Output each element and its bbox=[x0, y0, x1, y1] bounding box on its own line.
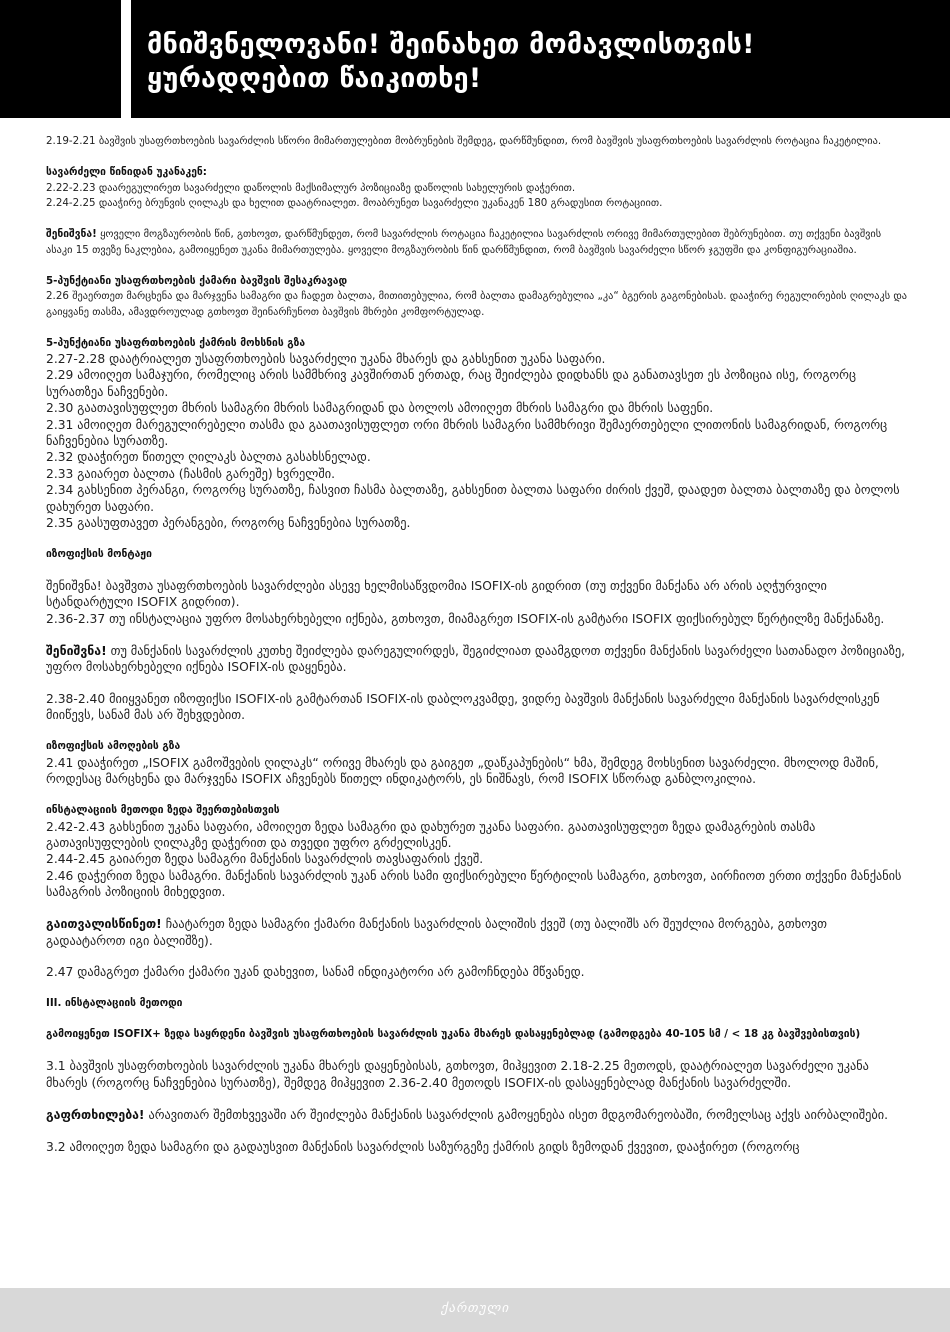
instruction-line: 2.22-2.23 დაარეგულირეთ სავარძელი დაწოლის მაქსიმალურ პოზიციაზე დაწოლის სახელურის დაჭერით. bbox=[46, 181, 576, 194]
page-title-line-2: ყურადღებით წაიკითხე! bbox=[147, 63, 482, 94]
instruction-line: 2.42-2.43 გახსენით უკანა საფარი, ამოიღეთ ზედა სამაგრი და დახურეთ უკანა საფარი. გაათავისუფლეთ ზედა დამაგრების თასმა გათავისუფლების ღილაკზე დაჭერით და თვედი უფრო გრძელისკენ. bbox=[46, 819, 816, 851]
section-isofix bbox=[46, 547, 908, 724]
instruction-line: 2.34 გახსენით პერანგი, როგორც სურათზე, ჩასვით ჩასმა ბალთაზე, გახსენით ბალთა საფარი ძირის ქვეშ, დაადეთ ბალთა ბალთაზე და ბოლოს დახურეთ საფარი. bbox=[46, 483, 900, 514]
warning-text: არავითარ შემთხვევაში არ შეიძლება მანქანის სავარძლის გამოყენება ისეთ მდგომარეობაში, რომელსაც აქვს აირბალიშები. bbox=[144, 1107, 888, 1122]
section-heading: 5-პუნქტიანი უსაფრთხოების ქამარი ბავშვის შესაკრავად bbox=[46, 274, 348, 287]
note-label: შენიშვნა! bbox=[46, 228, 97, 240]
section-remove-harness bbox=[46, 336, 908, 532]
instruction-line: 2.33 გაიარეთ ბალთა (ჩასმის გარეშე) ხვრელში. bbox=[46, 466, 336, 481]
footer-language-label: ქართული bbox=[440, 1301, 510, 1316]
page-title-line-1: მნიშვნელოვანი! შეინახეთ მომავლისთვის! bbox=[147, 29, 755, 60]
section-fasten bbox=[46, 274, 908, 321]
intro-paragraph: 2.19-2.21 ბავშვის უსაფრთხოების სავარძლის სწორი მიმართულებით მობრუნების შემდეგ, დარწმუნდით, რომ ბავშვის უსაფრთხოების სავარძლის როტაცია ჩაკეტილია. bbox=[46, 135, 882, 147]
section-heading: იზოფიქსის მონტაჟი bbox=[46, 547, 152, 560]
instruction-line: 2.35 გაასუფთავეთ პერანგები, როგორც ნაჩვენებია სურათზე. bbox=[46, 516, 411, 531]
instruction-line: 2.36-2.37 თუ ინსტალაცია უფრო მოსახერხებელი იქნება, გთხოვთ, მიამაგრეთ ISOFIX-ის გამტარი ISOFIX ფიქსირებულ წერტილზე მანქანაზე. bbox=[46, 611, 885, 626]
section-heading: 5-პუნქტიანი უსაფრთხოების ქამრის მოხსნის გზა bbox=[46, 336, 306, 349]
note-text: ყოველი მოგზაურობის წინ, გთხოვთ, დარწმუნდეთ, რომ სავარძლის როტაცია ჩაკეტილია სავარძლის ორივე მიმართულებით შებრუნებით. თუ თქვენი ბავშვის ასაკი 15 თვეზე ნაკლებია, გამოიყენეთ უკანა მიმართულება. ყოველი მოგზაურობის წინ დარწმუნდით, რომ ბავშვის სავარძელი სწორ ჯგუფში და კონფიგურაციაშია. bbox=[46, 228, 882, 256]
isofix-note: შენიშვნა! ბავშვთა უსაფრთხოების სავარძლები ასევე ხელმისაწვდომია ISOFIX-ის გიდრით (თუ თქვენი მანქანა არ არის აღჭურვილი სტანდარტული ISOFIX გიდრით). bbox=[46, 578, 827, 610]
warning-text: ჩაატარეთ ზედა სამაგრი ქამარი მანქანის სავარძლის ბალიშის ქვეშ (თუ ბალიშს არ შეუძლია მორგება, გთხოვთ გადაატაროთ იგი ბალიშზე). bbox=[46, 917, 828, 948]
instruction-line: 2.31 ამოიღეთ მარეგულირებელი თასმა და გაათავისუფლეთ ორი მხრის სამაგრი სამმხრივი შემაერთებელი ლითონის სამაგრიდან, როგორც ნაჩვენებია სურათზე. bbox=[46, 417, 888, 449]
section-heading: III. ინსტალაციის მეთოდი bbox=[46, 997, 183, 1010]
section-heading: იზოფიქსის ამოღების გზა bbox=[46, 740, 181, 753]
section-heading: ინსტალაციის მეთოდი ზედა შეერთებისთვის bbox=[46, 804, 280, 817]
note-text: თუ მანქანის სავარძლის კუთხე შეიძლება დარეგულირდეს, შეგიძლიათ დაამგდოთ თქვენი მანქანის სავარძელი სათანადო პოზიციაზე, უფრო მოსახერხებელი იქნება ISOFIX-ის დაყენება. bbox=[46, 643, 906, 675]
instruction-line: 2.47 დამაგრეთ ქამარი ქამარი უკან დახევით, სანამ ინდიკატორი არ გამოჩნდება მწვანედ. bbox=[46, 965, 585, 980]
instruction-line: 2.38-2.40 მიიყვანეთ იზოფიქსი ISOFIX-ის გამტართან ISOFIX-ის დაბლოკვამდე, ვიდრე ბავშვის მანქანის სავარძელი მანქანის სავარძლისკენ მიიწევს, სანამ მას არ შეხვდებით. bbox=[46, 692, 880, 723]
section-heading: სავარძელი წინიდან უკანაკენ: bbox=[46, 166, 207, 178]
warning-label: გაფრთხილება! bbox=[46, 1107, 145, 1122]
instruction-line: 2.32 დააჭირეთ წითელ ღილაკს ბალთა გასახსნელად. bbox=[46, 450, 371, 465]
warning-label: გაითვალისწინეთ! bbox=[46, 917, 162, 932]
instruction-line: 2.41 დააჭირეთ „ISOFIX გამოშვების ღილაკს“ ორივე მხარეს და გაიგეთ „დაწკაპუნების“ ხმა, შემდეგ მოხსენით სავარძელი. მხოლოდ მაშინ, როდესაც მარცხენა და მარჯვენა ISOFIX აჩვენებს წითელ ინდიკატორს, ეს ნიშნავს, რომ ISOFIX სწორად განბლოკილია. bbox=[46, 755, 879, 787]
section-method-3 bbox=[46, 996, 908, 1155]
airbag-warning bbox=[46, 1107, 908, 1123]
page-title bbox=[147, 28, 950, 96]
instruction-line: 2.30 გაათავისუფლეთ მხრის სამაგრი მხრის სამაგრიდან და ბოლოს ამოიღეთ მხრის სამაგრი და მხრის საფენი. bbox=[46, 401, 714, 416]
instruction-line: 3.1 ბავშვის უსაფრთხოების სავარძლის უკანა მხარეს დაყენებისას, გთხოვთ, მიჰყევით 2.18-2.25 მეთოდს, დაატრიალეთ სავარძელი უკანა მხარეს (როგორც ნაჩვენებია სურათზე), შემდეგ მიჰყევით 2.36-2.40 მეთოდს ISOFIX-ის დასაყენებლად მანქანის სავარძელში. bbox=[46, 1059, 869, 1090]
header-banner bbox=[131, 0, 950, 118]
instruction-line: 3.2 ამოიღეთ ზედა სამაგრი და გადაუსვით მანქანის სავარძლის საზურგეზე ქამრის გიდს ზემოდან ქვევით, დააჭირეთ (როგორც bbox=[46, 1139, 800, 1154]
section-top-tether bbox=[46, 803, 908, 981]
footer-bar bbox=[0, 1288, 950, 1332]
tether-warning bbox=[46, 916, 908, 949]
section-isofix-remove bbox=[46, 739, 908, 787]
instruction-line: 2.26 შეაერთეთ მარცხენა და მარჯვენა სამაგრი და ჩადეთ ბალთა, მითითებულია, რომ ბალთა დამაგრებულია „კა“ ბგერის გაგონებისას. დააჭირე რეგულირების ღილაკს და გაიყვანე თასმა, ამავდროულად გთხოვთ შეინარჩუნოთ ბავშვის მხრები კომფორტულად. bbox=[46, 290, 908, 318]
instruction-line: 2.29 ამოიღეთ სამაჯური, რომელიც არის სამმხრივ კავშირთან ერთად, რაც შეიძლება დიდხანს და განათავსეთ ეს პოზიცია ისე, როგორც სურათზეა ნაჩვენები. bbox=[46, 368, 856, 399]
note-label: შენიშვნა! bbox=[46, 643, 107, 658]
instruction-line: 2.44-2.45 გაიარეთ ზედა სამაგრი მანქანის სავარძლის თავსაფარის ქვეშ. bbox=[46, 852, 484, 867]
instruction-line: 2.24-2.25 დააჭირე ბრუნვის ღილაკს და ხელით დაატრიალეთ. მოაბრუნეთ სავარძელი უკანაკენ 180 გრადუსით როტაციით. bbox=[46, 197, 663, 209]
isofix-angle-note bbox=[46, 643, 908, 676]
section-subheading: გამოიყენეთ ISOFIX+ ზედა საყრდენი ბავშვის უსაფრთხოების სავარძლის უკანა მხარეს დასაყენებლად (გამოდგება 40-105 სმ / < 18 კგ ბავშვებისთვის) bbox=[46, 1028, 861, 1041]
instruction-line: 2.27-2.28 დაატრიალეთ უსაფრთხოების სავარძელი უკანა მხარეს და გახსენით უკანა საფარი. bbox=[46, 352, 606, 366]
note-rotation bbox=[46, 227, 908, 258]
instruction-line: 2.46 დაჭერით ზედა სამაგრი. მანქანის სავარძლის უკან არის სამი ფიქსირებული წერტილის სამაგრი, გთხოვთ, აირჩიოთ ერთი თქვენი მანქანის სამაგრის პოზიციის მიხედვით. bbox=[46, 868, 902, 900]
document-body bbox=[46, 134, 908, 1155]
section-front-back bbox=[46, 165, 908, 212]
header-left-block bbox=[0, 0, 121, 118]
